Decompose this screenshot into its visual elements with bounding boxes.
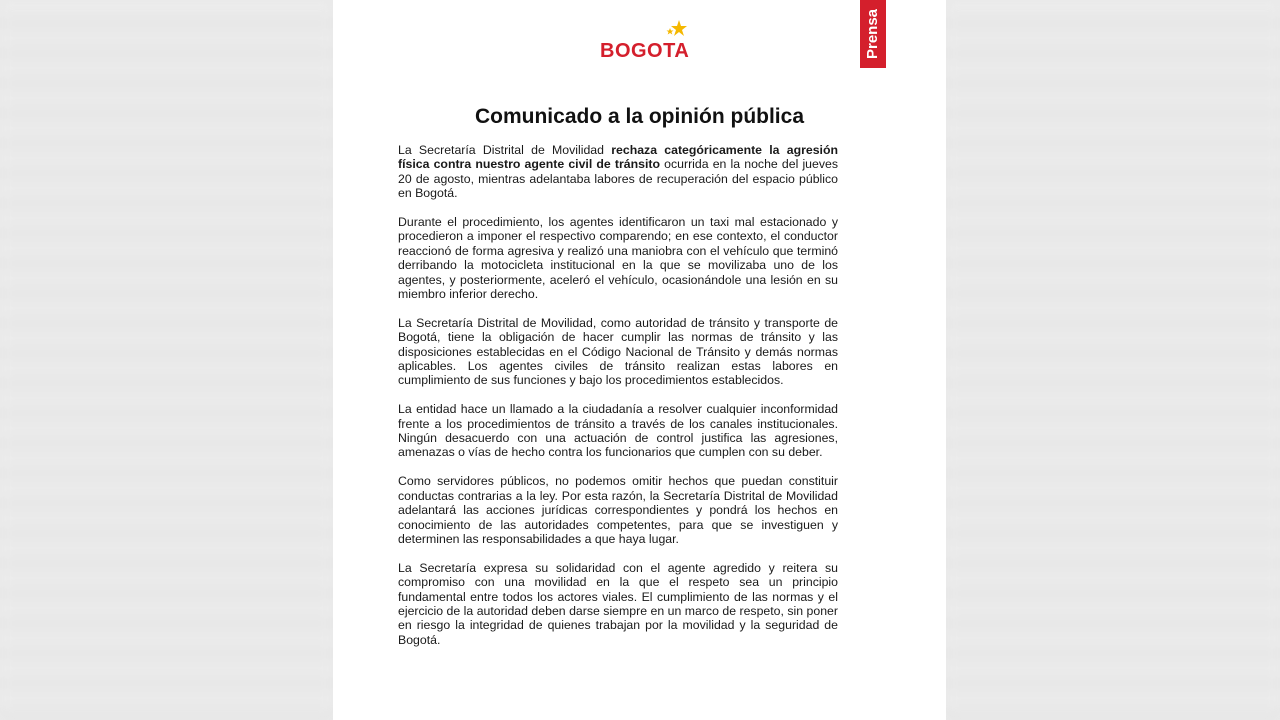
- background-left: [0, 0, 333, 720]
- paragraph-1-intro: La Secretaría Distrital de Movilidad: [398, 143, 612, 157]
- prensa-label: Prensa: [864, 8, 881, 60]
- paragraph-1: [398, 143, 838, 201]
- paragraph-3: La Secretaría Distrital de Movilidad, como autoridad de tránsito y transporte de Bogotá, tiene la obligación de hacer cumplir las normas de tránsito y las disposiciones establecidas en el Código Nacional de Tránsito y demás normas aplicables. Los agentes civiles de tránsito realizan estas labores en cumplimiento de sus funciones y bajo los procedimientos establecidos.: [398, 315, 838, 388]
- communique-body: [398, 143, 838, 662]
- bogota-logo: [600, 22, 690, 68]
- logo-text: BOGOTA: [600, 40, 690, 62]
- page-title: Comunicado a la opinión pública: [474, 105, 805, 128]
- paragraph-2: Durante el procedimiento, los agentes identificaron un taxi mal estacionado y procedieron a imponer el respectivo comparendo; en ese contexto, el conductor reaccionó de forma agresiva y realizó una maniobra con el vehículo que terminó derribando la motocicleta institucional en la que se movilizaba uno de los agentes, y posteriormente, aceleró el vehículo, ocasionándole una lesión en su miembro inferior derecho.: [398, 215, 838, 302]
- paragraph-1-rest: ocurrida en la noche del jueves 20 de agosto, mientras adelantaba labores de recuperación del espacio público en Bogotá.: [398, 157, 839, 201]
- paragraph-5: Como servidores públicos, no podemos omitir hechos que puedan constituir conductas contrarias a la ley. Por esta razón, la Secretaría Distrital de Movilidad adelantará las acciones jurídicas correspondientes y pondrá los hechos en conocimiento de las autoridades competentes, para que se investiguen y determinen las responsabilidades a que haya lugar.: [398, 474, 838, 546]
- star-icon: [666, 20, 688, 40]
- paragraph-1-emphasis: rechaza categóricamente la agresión física contra nuestro agente civil de tránsito: [398, 143, 838, 172]
- paragraph-4: La entidad hace un llamado a la ciudadanía a resolver cualquier inconformidad frente a los procedimientos de tránsito a través de los canales institucionales. Ningún desacuerdo con una actuación de control justifica las agresiones, amenazas o vías de hecho contra los funcionarios que cumplen con su deber.: [398, 402, 838, 460]
- document-page: [333, 0, 946, 720]
- paragraph-6: La Secretaría expresa su solidaridad con el agente agredido y reitera su compromiso con una movilidad en la que el respeto sea un principio fundamental entre todos los actores viales. El cumplimiento de las normas y el ejercicio de la autoridad deben darse siempre en un marco de respeto, sin poner en riesgo la integridad de quienes trabajan por la movilidad y la seguridad de Bogotá.: [398, 560, 838, 647]
- prensa-tab: [860, 0, 886, 68]
- background-right: [946, 0, 1280, 720]
